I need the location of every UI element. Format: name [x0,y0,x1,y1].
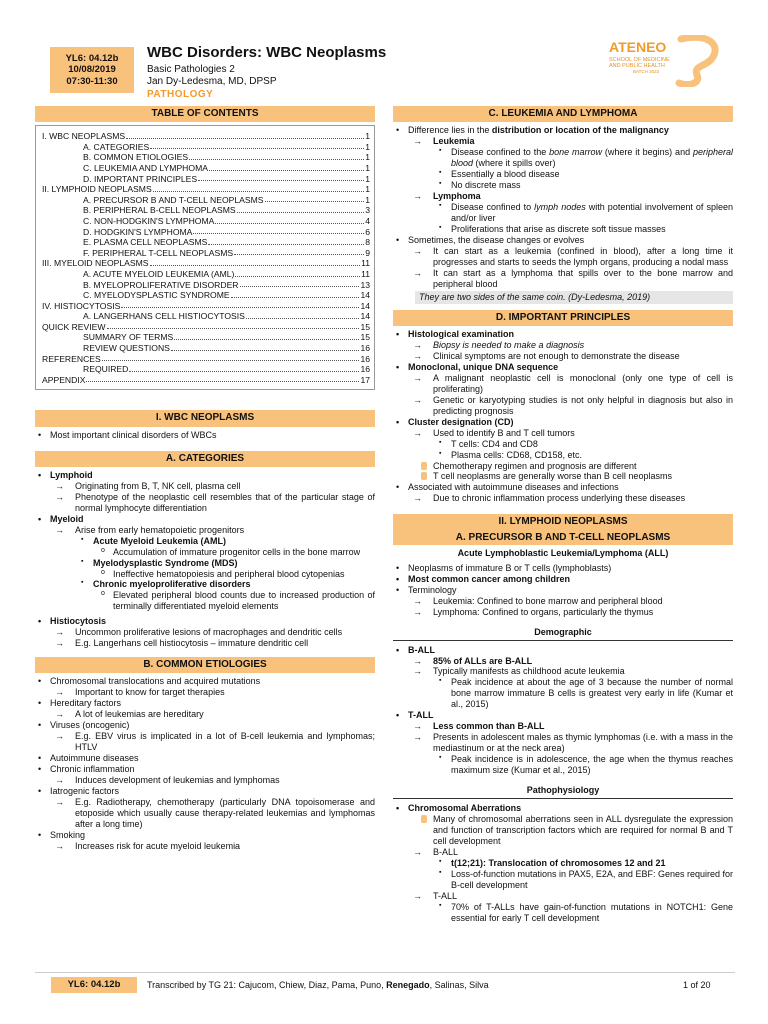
subsection-heading-demographic: Demographic [393,627,733,641]
principles-list [393,329,733,505]
list-item: ▪ Myelodysplastic Syndrome (MDS) [35,558,375,569]
list-item: • Viruses (oncogenic) [35,720,375,731]
list-item: • Chronic inflammation [35,764,375,775]
toc-dot-leader [215,216,364,224]
list-item: → Biopsy is needed to make a diagnosis [413,339,585,350]
list-item: ▪ Peak incidence at about the age of 3 because the number of normal bone marrow immature B cells is greatest very early in life (Kumar et al., 2015) [393,677,733,710]
list-item: o Elevated peripheral blood counts due to increased production of terminally differentiated myeloid elements [35,590,375,612]
toc-entry-title: APPENDIX [42,374,86,385]
list-item: • Neoplasms of immature B or T cells (lymphoblasts) [393,563,733,574]
toc-entry-title: QUICK REVIEW [42,321,106,332]
list-item: → A lot of leukemias are hereditary [55,709,204,720]
list-item: • Terminology [393,585,733,596]
section-heading-etiologies: B. COMMON ETIOLOGIES [35,657,375,673]
department-label: PATHOLOGY [147,88,214,100]
toc-entry-title: C. LEUKEMIA AND LYMPHOMA [83,162,208,173]
list-item: → E.g. Langerhans cell histiocytosis – immature dendritic cell [55,638,309,649]
toc-entry-page: 1 [365,173,370,184]
toc-entry-title: C. NON-HODGKIN'S LYMPHOMA [83,215,215,226]
toc-entry-page: 14 [360,290,370,301]
list-item: o Ineffective hematopoiesis and peripheral blood cytopenias [35,569,375,580]
list-item: • Most important clinical disorders of WBCs [35,430,375,441]
list-item: → Less common than B-ALL [413,721,545,732]
all-list [393,563,733,618]
toc-entry-page: 1 [365,162,370,173]
toc-entry-page: 16 [360,353,370,364]
toc-dot-leader [208,237,364,245]
toc-entry-title: F. PERIPHERAL T-CELL NEOPLASMS [83,247,234,258]
toc-entry-title: REVIEW QUESTIONS [83,343,170,354]
toc-entry-title: IV. HISTIOCYTOSIS [42,300,121,311]
highlight-note: Chemotherapy regimen and prognosis are different [393,461,733,472]
toc-entry-title: REFERENCES [42,353,101,364]
list-item: • Chromosomal Aberrations [393,803,733,814]
list-item: • Associated with autoimmune diseases and infections [393,482,733,493]
toc-entry[interactable] [42,364,370,375]
toc-entry-page: 3 [365,205,370,216]
footer-code-badge: YL6: 04.12b [51,977,137,993]
toc-entry[interactable] [42,290,370,301]
section-heading-lymphoid-neoplasms: II. LYMPHOID NEOPLASMS [393,514,733,530]
toc-dot-leader [198,174,364,182]
toc-entry-title: D. IMPORTANT PRINCIPLES [83,173,198,184]
toc-dot-leader [129,364,359,372]
list-item: ▪ No discrete mass [393,180,733,191]
section-heading-leukemia-lymphoma: C. LEUKEMIA AND LYMPHOMA [393,106,733,122]
subsection-heading-all: Acute Lymphoblastic Leukemia/Lymphoma (ALL) [457,547,669,558]
toc-entry[interactable] [42,163,370,174]
list-item: • Histiocytosis [35,616,375,627]
toc-entry-page: 16 [360,364,370,375]
list-item: • Chromosomal translocations and acquired mutations [35,676,375,687]
toc-entry-page: 1 [365,131,370,142]
toc-entry-page: 4 [365,215,370,226]
toc-entry[interactable] [42,332,370,343]
toc-dot-leader [189,152,364,160]
toc-entry-page: 13 [360,279,370,290]
toc-entry[interactable] [42,269,370,280]
toc-entry-page: 1 [365,184,370,195]
toc-dot-leader [86,375,359,383]
list-item: → Phenotype of the neoplastic cell resembles that of the particular stage of normal lymphocyte differentiation [55,491,375,513]
toc-entry-page: 15 [360,321,370,332]
toc-dot-leader [237,205,365,213]
list-item: → Increases risk for acute myeloid leukemia [55,841,241,851]
toc-dot-leader [171,343,360,351]
list-item: ▪ Plasma cells: CD68, CD158, etc. [393,450,733,461]
list-item: o Accumulation of immature progenitor cells in the bone marrow [35,547,375,558]
categories-list [35,470,375,650]
header-info [147,44,547,101]
document-date: 10/08/2019 [68,64,116,76]
toc-heading: TABLE OF CONTENTS [35,106,375,122]
list-item: • Hereditary factors [35,698,375,709]
section-heading-wbc-neoplasms: I. WBC NEOPLASMS [35,410,375,426]
section-heading-principles: D. IMPORTANT PRINCIPLES [393,310,733,326]
toc-entry[interactable] [42,142,370,153]
toc-entry[interactable] [42,301,370,312]
toc-entry-title: A. LANGERHANS CELL HISTIOCYTOSIS [83,311,245,322]
toc-entry[interactable] [42,280,370,291]
toc-entry[interactable] [42,205,370,216]
list-item: → It can start as a leukemia (confined in blood), after a long time it progresses and starts to seeds the lymph organs, producing a nodal mass [413,245,733,267]
list-item: → Uncommon proliferative lesions of macrophages and dendritic cells [55,627,343,638]
right-column [393,104,733,924]
logo-line-1: SCHOOL OF MEDICINE [609,57,670,63]
toc-entry-page: 8 [365,237,370,248]
toc-entry[interactable] [42,237,370,248]
toc-entry-title: A. PRECURSOR B AND T-CELL NEOPLASMS [83,194,264,205]
highlight-quote: They are two sides of the same coin. (Dy-Ledesma, 2019) [415,291,733,304]
toc-entry-title: SUMMARY OF TERMS [83,332,174,343]
logo-line-2: AND PUBLIC HEALTH [609,63,665,69]
toc-entry-title: B. COMMON ETIOLOGIES [83,152,189,163]
toc-entry[interactable] [42,258,370,269]
toc-entry-page: 17 [360,374,370,385]
list-item: ▪ Loss-of-function mutations in PAX5, E2A, and EBF: Genes required for B-cell development [393,869,733,891]
toc-entry-page: 6 [365,226,370,237]
list-item: • Autoimmune diseases [35,753,375,764]
list-item: • Lymphoid [35,470,375,481]
list-item: • Monoclonal, unique DNA sequence [393,362,733,373]
list-item: • Sometimes, the disease changes or evolves [393,235,733,246]
toc-dot-leader [126,131,364,139]
toc-list [42,131,370,385]
toc-dot-leader [235,269,360,277]
toc-dot-leader [102,354,360,362]
toc-entry[interactable] [42,184,370,195]
list-item: ▪ Disease confined to lymph nodes with potential involvement of spleen and/or liver [393,202,733,224]
toc-dot-leader [231,290,360,298]
table-of-contents [35,125,375,390]
highlight-marker [421,815,427,823]
section-heading-categories: A. CATEGORIES [35,451,375,467]
toc-entry-page: 14 [360,311,370,322]
page-number: 1 of 20 [683,980,711,990]
toc-entry-page: 16 [360,343,370,354]
toc-entry-page: 9 [365,247,370,258]
list-item: → Used to identify B and T cell tumors [413,427,575,438]
toc-entry[interactable] [42,343,370,354]
toc-entry[interactable] [42,174,370,185]
pathophysiology-list [393,803,733,924]
toc-entry-title: B. PERIPHERAL B-CELL NEOPLASMS [83,205,236,216]
toc-entry[interactable] [42,311,370,322]
transcribers-credit: Transcribed by TG 21: Cajucom, Chiew, Diaz, Pama, Puno, Renegado, Salinas, Silva [147,980,489,990]
lecturer-name: Jan Dy-Ledesma, MD, DPSP [147,76,277,88]
list-item: • Most common cancer among children [393,574,733,585]
toc-entry[interactable] [42,152,370,163]
left-column [35,104,375,852]
list-item: • Smoking [35,830,375,841]
subsection-heading-pathophysiology: Pathophysiology [393,785,733,799]
logo-wordmark: ATENEO [609,39,667,55]
toc-entry-title: A. CATEGORIES [83,141,150,152]
toc-entry[interactable] [42,322,370,333]
toc-entry[interactable] [42,227,370,238]
toc-entry-title: A. ACUTE MYELOID LEUKEMIA (AML) [83,268,235,279]
document-code-badge [50,47,134,93]
toc-dot-leader [234,248,364,256]
list-item: ▪ Disease confined to the bone marrow (where it begins) and peripheral blood (where it spills over) [393,147,733,169]
toc-entry-page: 11 [361,258,370,269]
list-item: • T-ALL [393,710,733,721]
toc-entry-title: E. PLASMA CELL NEOPLASMS [83,237,208,248]
list-item: → Arise from early hematopoietic progenitors [55,524,245,535]
toc-entry-title: B. MYELOPROLIFERATIVE DISORDER [83,279,239,290]
demographic-list [393,645,733,777]
footer-divider [35,972,735,973]
list-item: → Originating from B, T, NK cell, plasma cell [55,480,241,491]
list-item: • Iatrogenic factors [35,786,375,797]
list-item: → It can start as a lymphoma that spills over to the bone marrow and peripheral blood [413,267,733,289]
list-item: → Genetic or karyotyping studies is not only helpful in diagnosis but also in predicting prognosis [413,394,733,416]
ateneo-logo [593,35,723,87]
toc-dot-leader [121,301,359,309]
toc-entry-page: 14 [360,300,370,311]
page-title: WBC Disorders: WBC Neoplasms [147,44,387,61]
list-item: • Myeloid [35,514,375,525]
list-item: → 85% of ALLs are B-ALL [413,655,533,666]
highlight-marker [421,472,427,480]
highlight-note: Many of chromosomal aberrations seen in ALL dysregulate the expression and function of transcription factors which are required for normal B and T cell development [393,814,733,847]
toc-entry[interactable] [42,131,370,142]
list-item: → Clinical symptoms are not enough to demonstrate the disease [413,350,680,361]
list-item: ▪ Chronic myeloproliferative disorders [35,579,375,590]
toc-entry[interactable] [42,248,370,259]
highlight-marker [421,462,427,470]
list-item: ▪ Peak incidence is in adolescence, the age when the thymus reaches maximum size (Kumar et al., 2015) [393,754,733,776]
list-item: → Typically manifests as childhood acute leukemia [413,666,625,677]
toc-entry-page: 11 [361,268,370,279]
wbc-neoplasms-list [35,430,375,441]
list-item: ▪ t(12;21): Translocation of chromosomes 12 and 21 [393,858,733,869]
toc-entry-title: REQUIRED [83,364,129,375]
list-item: → E.g. Radiotherapy, chemotherapy (particularly DNA topoisomerase and etoposide which usually cause therapy-related leukemias and lymphomas after a long time) [55,797,375,830]
toc-entry-title: D. HODGKIN'S LYMPHOMA [83,226,193,237]
toc-dot-leader [193,227,364,235]
list-item: → Lymphoma: Confined to organs, particularly the thymus [413,606,654,617]
list-item: → Leukemia [413,136,475,147]
list-item: → Lymphoma [413,191,481,201]
toc-dot-leader [150,142,364,150]
toc-entry[interactable] [42,375,370,386]
list-item: → E.g. EBV virus is implicated in a lot of B-cell leukemia and lymphomas; HTLV [55,731,375,753]
toc-entry-page: 1 [365,194,370,205]
toc-entry-page: 15 [360,332,370,343]
list-item: → Important to know for target therapies [55,687,225,698]
toc-entry-page: 1 [365,141,370,152]
highlight-note: T cell neoplasms are generally worse than B cell neoplasms [393,471,733,482]
toc-entry[interactable] [42,195,370,206]
list-item: • B-ALL [393,645,733,656]
toc-dot-leader [107,322,360,330]
toc-entry-title: III. MYELOID NEOPLASMS [42,258,149,269]
toc-dot-leader [246,311,360,319]
list-item: ▪ Acute Myeloid Leukemia (AML) [35,536,375,547]
course-name: Basic Pathologies 2 [147,64,235,76]
document-code: YL6: 04.12b [65,53,119,64]
list-item: ▪ 70% of T-ALLs have gain-of-function mutations in NOTCH1: Gene essential for early T cell development [393,902,733,924]
toc-dot-leader [240,280,360,288]
list-item: → T-ALL [413,890,458,901]
toc-dot-leader [153,184,365,192]
list-item: → Presents in adolescent males as thymic lymphomas (i.e. with a mass in the mediastinum or at the neck area) [413,732,733,754]
toc-entry[interactable] [42,216,370,227]
list-item: → Induces development of leukemias and lymphomas [55,775,280,786]
toc-entry-title: I. WBC NEOPLASMS [42,131,126,142]
etiologies-list [35,676,375,852]
section-heading-precursor-neoplasms: A. PRECURSOR B AND T-CELL NEOPLASMS [393,531,733,545]
logo-batch: BATCH 2022 [633,69,660,74]
list-item: ▪ Essentially a blood disease [393,169,733,180]
list-item: ▪ T cells: CD4 and CD8 [393,439,733,450]
toc-dot-leader [150,258,361,266]
toc-entry-page: 1 [365,152,370,163]
list-item: • Difference lies in the distribution or location of the malignancy [393,125,733,136]
list-item: → Leukemia: Confined to bone marrow and peripheral blood [413,595,663,606]
list-item: → Due to chronic inflammation process underlying these diseases [413,493,686,504]
document-time: 07:30-11:30 [66,75,118,87]
list-item: • Histological examination [393,329,733,340]
toc-entry[interactable] [42,354,370,365]
list-item: → B-ALL [413,847,459,857]
list-item: • Cluster designation (CD) [393,417,733,428]
list-item: → A malignant neoplastic cell is monoclonal (only one type of cell is proliferating) [413,372,733,394]
toc-dot-leader [174,332,359,340]
toc-dot-leader [265,195,365,203]
leukemia-lymphoma-list [393,125,733,290]
list-item: ▪ Proliferations that arise as discrete soft tissue masses [393,224,733,235]
toc-dot-leader [209,163,364,171]
toc-entry-title: C. MYELODYSPLASTIC SYNDROME [83,290,230,301]
toc-entry-title: II. LYMPHOID NEOPLASMS [42,184,152,195]
